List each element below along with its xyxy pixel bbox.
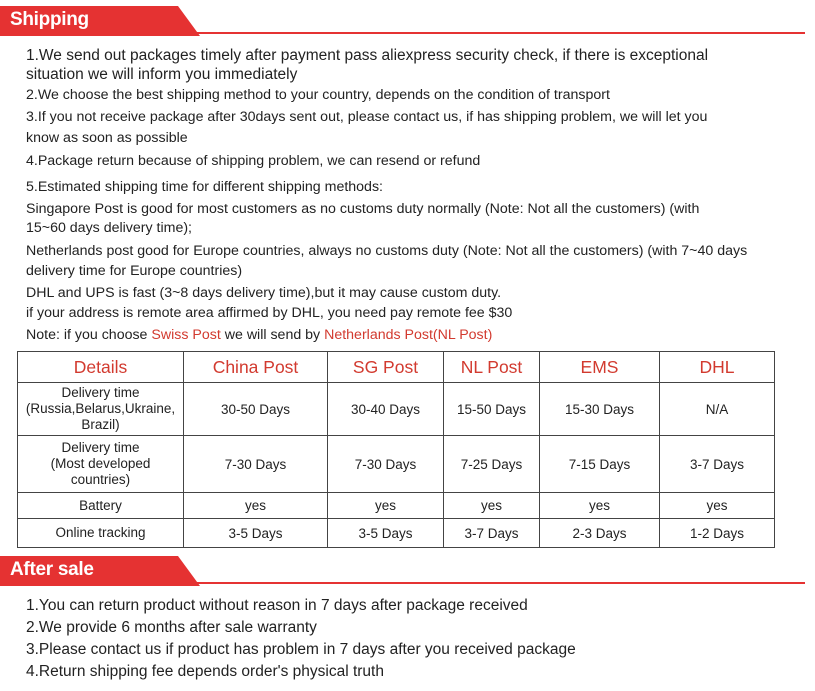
shipping-table [17, 351, 775, 548]
table-cell: 3-7 Days [660, 436, 775, 493]
shipping-line: if your address is remote area affirmed by DHL, you need pay remote fee $30 [26, 305, 513, 321]
shipping-line: delivery time for Europe countries) [26, 263, 243, 279]
row-label: Battery [18, 493, 184, 519]
aftersale-line: 4.Return shipping fee depends order's physical truth [26, 663, 384, 680]
row-label-line: (Most developed [50, 456, 151, 471]
shipping-line: situation we will inform you immediately [26, 66, 298, 83]
table-cell: yes [444, 493, 540, 519]
table-cell: 2-3 Days [540, 519, 660, 548]
note-middle: we will send by [220, 327, 325, 343]
row-label-line: Delivery time [61, 440, 140, 455]
header-sg-post: SG Post [328, 352, 444, 383]
row-label [18, 383, 184, 436]
header-dhl: DHL [660, 352, 775, 383]
row-label: Online tracking [18, 519, 184, 548]
table-cell: yes [540, 493, 660, 519]
aftersale-title: After sale [10, 559, 94, 580]
table-cell: 7-25 Days [444, 436, 540, 493]
table-cell: 30-40 Days [328, 383, 444, 436]
row-label-line: Delivery time [61, 385, 140, 400]
aftersale-line: 2.We provide 6 months after sale warranty [26, 619, 317, 636]
table-cell: 3-5 Days [184, 519, 328, 548]
row-label-line: countries) [70, 472, 131, 487]
shipping-line: 15~60 days delivery time); [26, 220, 192, 236]
shipping-line: 5.Estimated shipping time for different shipping methods: [26, 179, 383, 195]
note-prefix: Note: if you choose [26, 327, 152, 343]
shipping-section-header [0, 6, 805, 36]
table-cell: 15-50 Days [444, 383, 540, 436]
shipping-line: 4.Package return because of shipping problem, we can resend or refund [26, 153, 481, 169]
shipping-title: Shipping [10, 9, 89, 30]
table-cell: 15-30 Days [540, 383, 660, 436]
table-row [18, 383, 775, 436]
header-ems: EMS [540, 352, 660, 383]
table-cell: 1-2 Days [660, 519, 775, 548]
table-cell: yes [328, 493, 444, 519]
table-cell: N/A [660, 383, 775, 436]
shipping-line: Netherlands post good for Europe countries, always no customs duty (Note: Not all the customers) (with 7~40 days [26, 243, 748, 259]
shipping-line: Singapore Post is good for most customers as no customs duty normally (Note: Not all the customers) (with [26, 201, 700, 217]
table-cell: 30-50 Days [184, 383, 328, 436]
aftersale-section-header [0, 556, 805, 586]
shipping-line: know as soon as possible [26, 130, 188, 146]
table-cell: 3-7 Days [444, 519, 540, 548]
note-nl-post: Netherlands Post(NL Post) [324, 327, 493, 343]
table-cell: 7-15 Days [540, 436, 660, 493]
table-row [18, 519, 775, 548]
row-label-line: Brazil) [81, 417, 120, 432]
table-header-row [18, 352, 775, 383]
table-cell: yes [184, 493, 328, 519]
shipping-line: 1.We send out packages timely after payment pass aliexpress security check, if there is exceptional [26, 47, 709, 64]
aftersale-line: 3.Please contact us if product has problem in 7 days after you received package [26, 641, 576, 658]
table-cell: yes [660, 493, 775, 519]
table-row [18, 436, 775, 493]
note-swiss-post: Swiss Post [151, 327, 221, 343]
shipping-line: DHL and UPS is fast (3~8 days delivery time),but it may cause custom duty. [26, 285, 502, 301]
header-china-post: China Post [184, 352, 328, 383]
row-label [18, 436, 184, 493]
header-details: Details [18, 352, 184, 383]
table-cell: 7-30 Days [328, 436, 444, 493]
header-nl-post: NL Post [444, 352, 540, 383]
shipping-line: 3.If you not receive package after 30days sent out, please contact us, if has shipping problem, we will let you [26, 109, 708, 125]
table-row [18, 493, 775, 519]
table-cell: 3-5 Days [328, 519, 444, 548]
table-cell: 7-30 Days [184, 436, 328, 493]
shipping-line: 2.We choose the best shipping method to your country, depends on the condition of transport [26, 87, 610, 103]
aftersale-line: 1.You can return product without reason in 7 days after package received [26, 597, 528, 614]
shipping-note [26, 327, 492, 343]
row-label-line: (Russia,Belarus,Ukraine, [25, 401, 176, 416]
